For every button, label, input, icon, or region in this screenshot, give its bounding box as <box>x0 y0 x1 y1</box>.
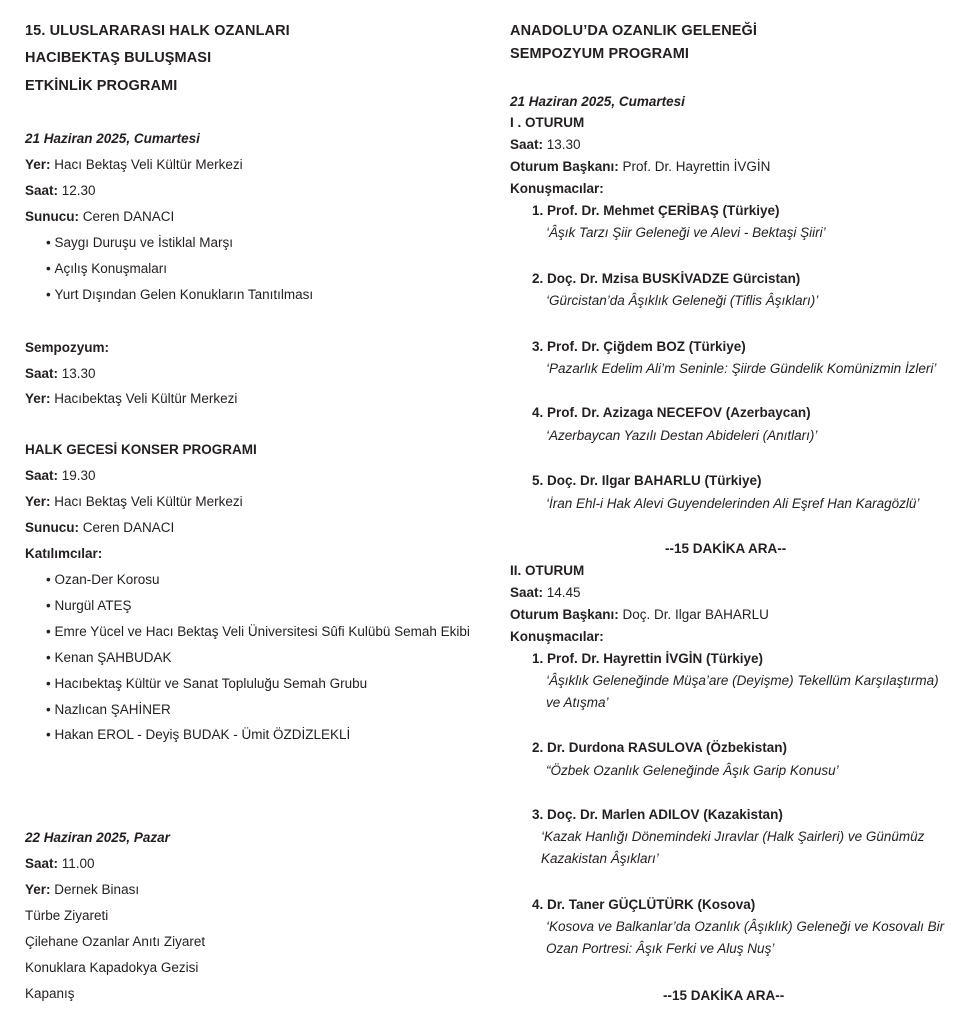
symposium-time <box>25 366 96 381</box>
label: Saat: <box>25 856 59 871</box>
speaker-name: 4. Prof. Dr. Azizaga NECEFOV (Azerbaycan) <box>532 405 811 420</box>
value: 11.00 <box>58 856 95 871</box>
concert-title: HALK GECESİ KONSER PROGRAMI <box>25 442 257 457</box>
speaker-name: 1. Prof. Dr. Hayrettin İVGİN (Türkiye) <box>532 651 764 666</box>
speaker-topic: ‘Pazarlık Edelim Ali’m Seninle: Şiirde Gündelik Komünizmin İzleri’ <box>546 361 937 376</box>
value: 19.30 <box>58 468 96 483</box>
speaker-topic: ‘Kosova ve Balkanlar’da Ozanlık (Âşıklık) Geleneği ve Kosovalı Bir <box>546 919 945 934</box>
session1-time <box>510 137 581 152</box>
symposium-place <box>25 391 237 406</box>
value: Prof. Dr. Hayrettin İVGİN <box>618 159 771 174</box>
participants-label: Katılımcılar: <box>25 546 103 561</box>
right-title-line-1: ANADOLU’DA OZANLIK GELENEĞİ <box>510 23 758 39</box>
value: Doç. Dr. Ilgar BAHARLU <box>618 607 769 622</box>
session2-speakers-label: Konuşmacılar: <box>510 629 604 644</box>
session2-time <box>510 585 581 600</box>
session1-title: I . OTURUM <box>510 115 585 130</box>
speaker-name: 5. Doç. Dr. Ilgar BAHARLU (Türkiye) <box>532 473 762 488</box>
session1-chair <box>510 159 770 174</box>
value: 13.30 <box>58 366 96 381</box>
day1-place <box>25 157 243 172</box>
participant-item: • Emre Yücel ve Hacı Bektaş Veli Üniversitesi Sûfi Kulübü Semah Ekibi <box>46 624 470 639</box>
value: Hacı Bektaş Veli Kültür Merkezi <box>50 157 243 172</box>
speaker-topic: ve Atışma’ <box>546 695 609 710</box>
speaker-topic: ‘Âşık Tarzı Şiir Geleneği ve Alevi - Bektaşi Şiiri’ <box>546 225 826 240</box>
speaker-name: 3. Doç. Dr. Marlen ADILOV (Kazakistan) <box>532 807 783 822</box>
symposium-date: 21 Haziran 2025, Cumartesi <box>510 94 685 109</box>
value: 13.30 <box>543 137 581 152</box>
label: Oturum Başkanı: <box>510 607 619 622</box>
left-title-line-1: 15. ULUSLARARASI HALK OZANLARI <box>25 23 290 39</box>
participant-item: • Nurgül ATEŞ <box>46 598 132 613</box>
label: Oturum Başkanı: <box>510 159 619 174</box>
label: Saat: <box>510 137 544 152</box>
label: Sunucu: <box>25 520 79 535</box>
label: Sunucu: <box>25 209 79 224</box>
left-title-line-2: HACIBEKTAŞ BULUŞMASI <box>25 50 212 66</box>
speaker-topic: ‘İran Ehl-i Hak Alevi Guyendelerinden Ali Eşref Han Karagözlü’ <box>546 496 920 511</box>
speaker-name: 1. Prof. Dr. Mehmet ÇERİBAŞ (Türkiye) <box>532 203 780 218</box>
participant-item: • Hakan EROL - Deyiş BUDAK - Ümit ÖZDİZLEKLİ <box>46 727 350 742</box>
label: Saat: <box>510 585 544 600</box>
value: Ceren DANACI <box>79 520 175 535</box>
label: Yer: <box>25 494 51 509</box>
speaker-topic: ‘Gürcistan’da Âşıklık Geleneği (Tiflis Âşıkları)’ <box>546 293 819 308</box>
day2-place <box>25 882 139 897</box>
speaker-name: 4. Dr. Taner GÜÇLÜTÜRK (Kosova) <box>532 897 756 912</box>
participant-item: • Ozan-Der Korosu <box>46 572 160 587</box>
speaker-topic: Ozan Portresi: Âşık Ferki ve Aluş Nuş’ <box>546 941 775 956</box>
day1-item: • Yurt Dışından Gelen Konukların Tanıtılması <box>46 287 313 302</box>
speaker-topic: “Özbek Ozanlık Geleneğinde Âşık Garip Konusu’ <box>546 763 839 778</box>
day2-item: Kapanış <box>25 986 75 1001</box>
value: 12.30 <box>58 183 96 198</box>
label: Yer: <box>25 882 51 897</box>
day2-item: Çilehane Ozanlar Anıtı Ziyaret <box>25 934 206 949</box>
day2-date: 22 Haziran 2025, Pazar <box>25 830 170 845</box>
symposium-title: Sempozyum: <box>25 340 110 355</box>
label: Saat: <box>25 468 59 483</box>
participant-item: • Kenan ŞAHBUDAK <box>46 650 172 665</box>
day1-item: • Saygı Duruşu ve İstiklal Marşı <box>46 235 233 250</box>
participant-item: • Hacıbektaş Kültür ve Sanat Topluluğu Semah Grubu <box>46 676 367 691</box>
speaker-topic: Kazakistan Âşıkları’ <box>541 851 659 866</box>
left-title-line-3: ETKİNLİK PROGRAMI <box>25 78 178 94</box>
day1-item: • Açılış Konuşmaları <box>46 261 167 276</box>
speaker-topic: ‘Kazak Hanlığı Dönemindeki Jıravlar (Halk Şairleri) ve Günümüz <box>541 829 925 844</box>
label: Yer: <box>25 157 51 172</box>
value: Hacıbektaş Veli Kültür Merkezi <box>50 391 238 406</box>
speaker-name: 3. Prof. Dr. Çiğdem BOZ (Türkiye) <box>532 339 746 354</box>
value: Ceren DANACI <box>79 209 175 224</box>
concert-time <box>25 468 96 483</box>
right-title-line-2: SEMPOZYUM PROGRAMI <box>510 46 690 62</box>
value: Dernek Binası <box>50 882 140 897</box>
speaker-topic: ‘Âşıklık Geleneğinde Müşa’are (Deyişme) Tekellüm Karşılaştırma) <box>546 673 939 688</box>
value: 14.45 <box>543 585 581 600</box>
participant-item: • Nazlıcan ŞAHİNER <box>46 702 171 717</box>
concert-place <box>25 494 243 509</box>
day2-time <box>25 856 95 871</box>
label: Yer: <box>25 391 51 406</box>
label: Saat: <box>25 366 59 381</box>
day2-item: Türbe Ziyareti <box>25 908 109 923</box>
speaker-name: 2. Dr. Durdona RASULOVA (Özbekistan) <box>532 740 788 755</box>
day1-date: 21 Haziran 2025, Cumartesi <box>25 131 200 146</box>
value: Hacı Bektaş Veli Kültür Merkezi <box>50 494 243 509</box>
day2-item: Konuklara Kapadokya Gezisi <box>25 960 199 975</box>
speaker-name: 2. Doç. Dr. Mzisa BUSKİVADZE Gürcistan) <box>532 271 801 286</box>
session1-speakers-label: Konuşmacılar: <box>510 181 604 196</box>
concert-host <box>25 520 174 535</box>
break-label: --15 DAKİKA ARA-- <box>665 541 787 556</box>
session2-title: II. OTURUM <box>510 563 585 578</box>
label: Saat: <box>25 183 59 198</box>
day1-host <box>25 209 174 224</box>
break-label: --15 DAKİKA ARA-- <box>663 988 785 1003</box>
day1-time <box>25 183 96 198</box>
session2-chair <box>510 607 769 622</box>
speaker-topic: ‘Azerbaycan Yazılı Destan Abideleri (Anıtları)’ <box>546 428 818 443</box>
